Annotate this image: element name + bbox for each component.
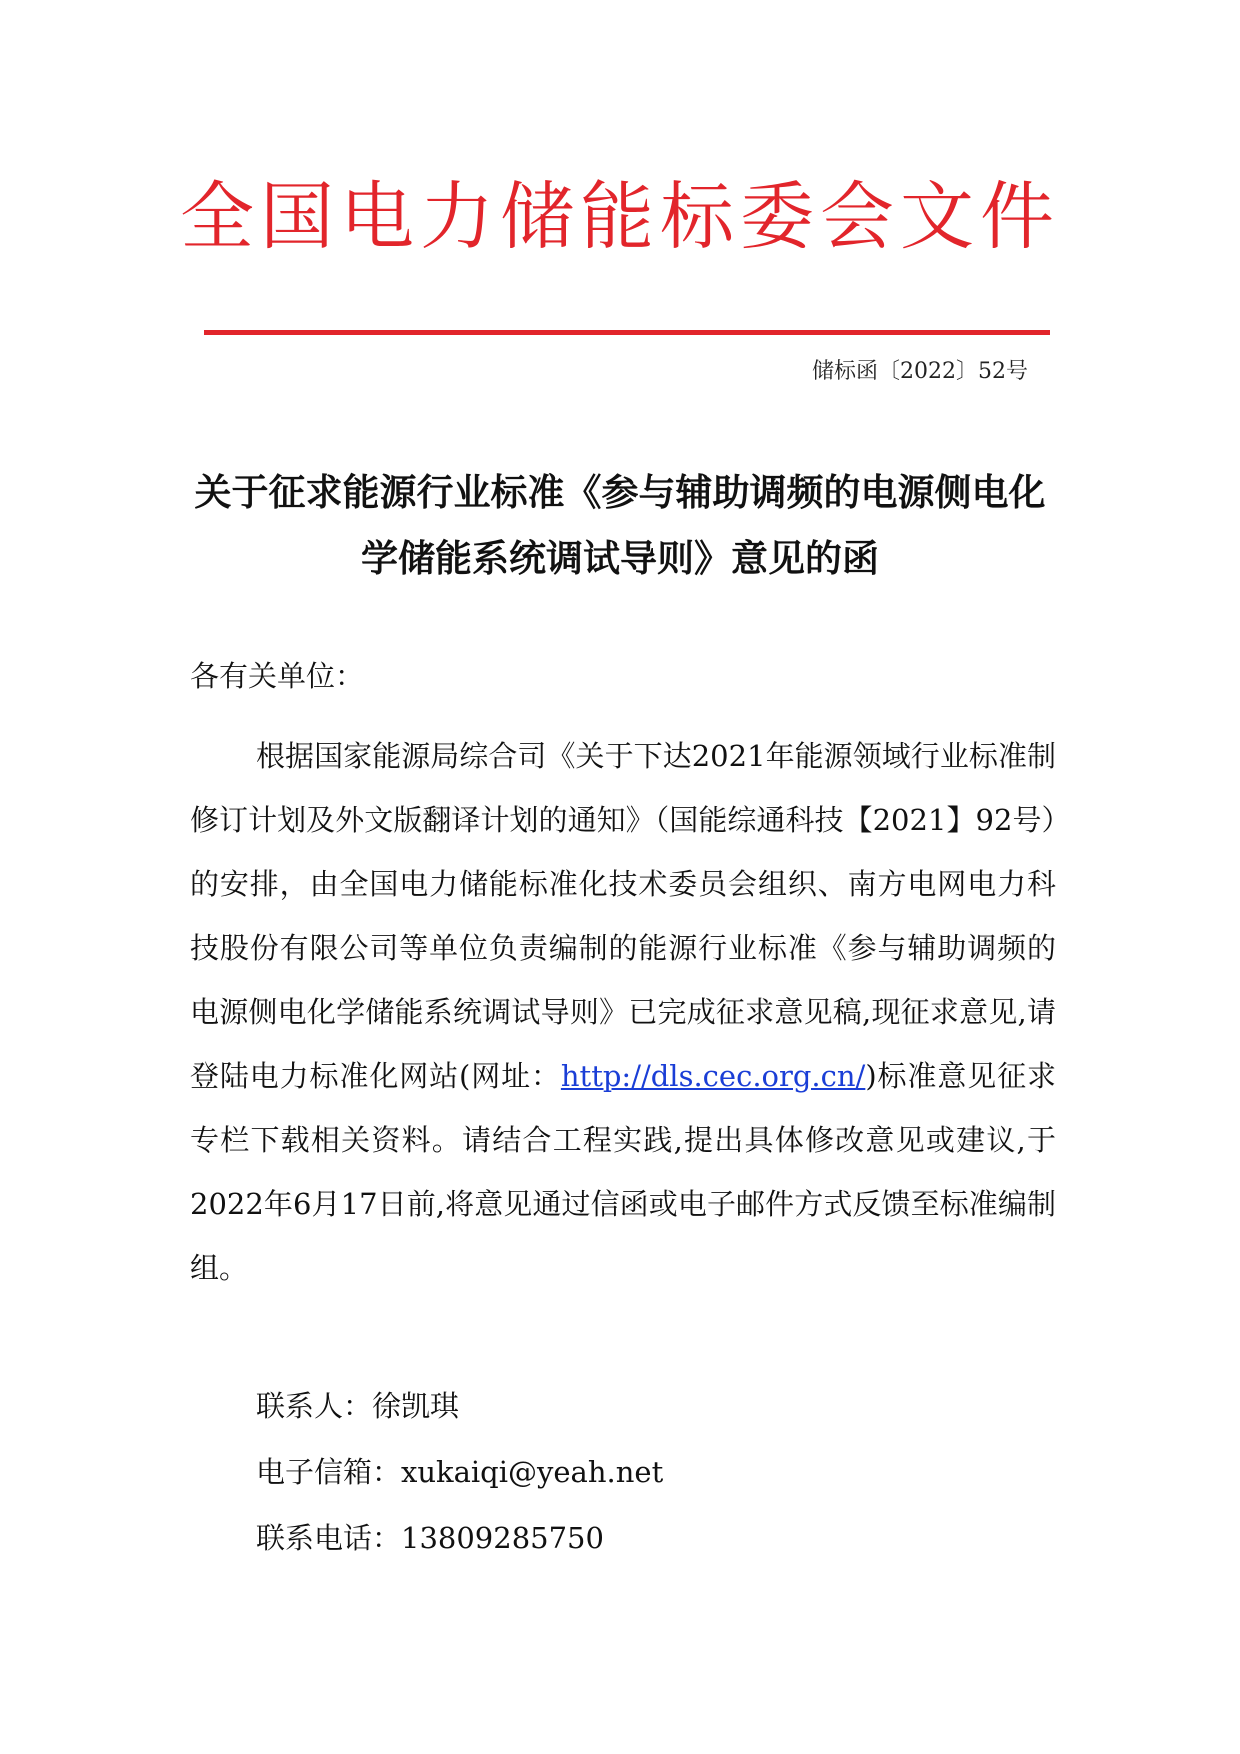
salutation: 各有关单位： <box>190 659 365 693</box>
contact-person: 联系人：徐凯琪 <box>256 1389 460 1423</box>
document-masthead: 全国电力储能标委会文件 <box>180 174 1060 260</box>
body-text-part-2: )标准意见征求专栏下载相关资料。请结合工程实践,提出具体修改意见或建议,于2022年6月17日前,将意见通过信函或电子邮件方式反馈至标准编制组。 <box>190 1059 1056 1285</box>
masthead-divider <box>204 330 1050 335</box>
contact-email: 电子信箱：xukaiqi@yeah.net <box>256 1455 664 1489</box>
contact-phone: 联系电话：13809285750 <box>256 1521 604 1555</box>
body-paragraph <box>190 724 1056 1300</box>
document-title <box>160 460 1080 592</box>
body-text-part-1: 根据国家能源局综合司《关于下达2021年能源领域行业标准制修订计划及外文版翻译计划的通知》（国能综通科技【2021】92号）的安排，由全国电力储能标准化技术委员会组织、南方电网电力科技股份有限公司等单位负责编制的能源行业标准《参与辅助调频的电源侧电化学储能系统调试导则》已完成征求意见稿,现征求意见,请登陆电力标准化网站(网址： <box>190 739 1056 1093</box>
title-line-1: 关于征求能源行业标准《参与辅助调频的电源侧电化 <box>194 471 1046 514</box>
title-line-2: 学储能系统调试导则》意见的函 <box>361 537 879 580</box>
document-number: 储标函〔2022〕52号 <box>812 359 1028 384</box>
website-link[interactable]: http://dls.cec.org.cn/ <box>560 1059 866 1093</box>
